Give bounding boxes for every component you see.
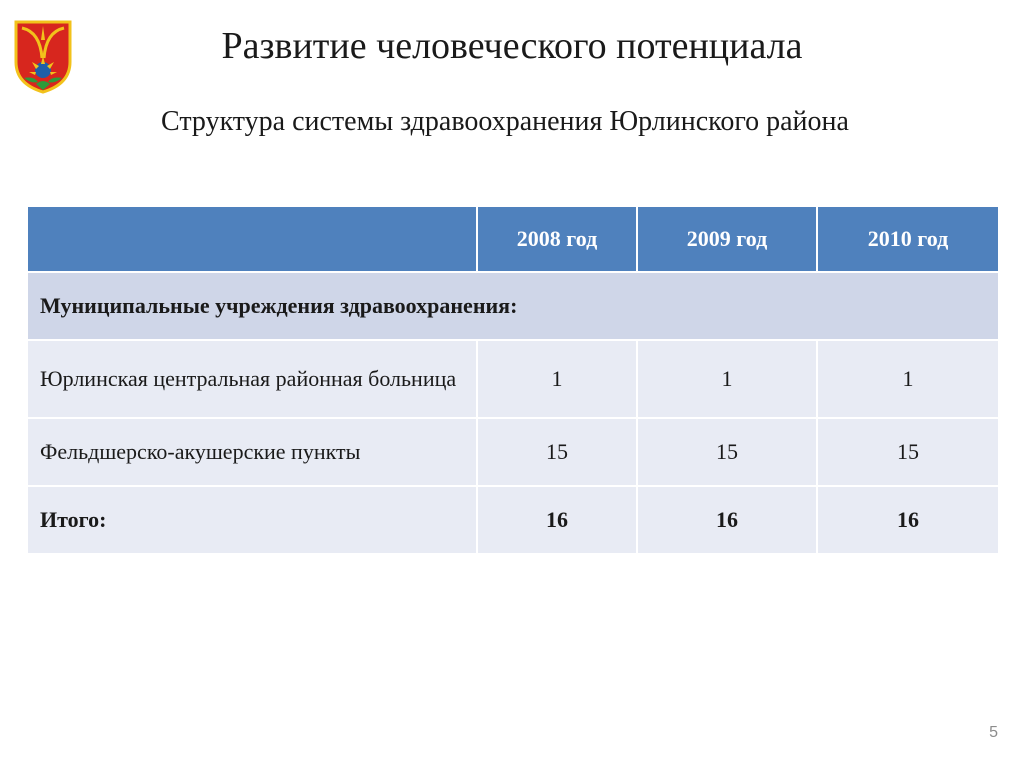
table-section-row (27, 272, 999, 340)
table-cell: 15 (637, 418, 817, 486)
total-label: Итого: (27, 486, 477, 554)
total-cell: 16 (477, 486, 637, 554)
table-row (27, 340, 999, 418)
total-cell: 16 (817, 486, 999, 554)
table-header-row (27, 206, 999, 272)
table-row (27, 418, 999, 486)
column-header-2008: 2008 год (477, 206, 637, 272)
table-cell: 1 (477, 340, 637, 418)
table-total-row (27, 486, 999, 554)
row-label: Фельдшерско-акушерские пункты (27, 418, 477, 486)
column-header-empty (27, 206, 477, 272)
page-number: 5 (989, 724, 998, 741)
table-cell: 1 (637, 340, 817, 418)
healthcare-table (26, 205, 1000, 555)
row-label: Юрлинская центральная районная больница (27, 340, 477, 418)
section-label: Муниципальные учреждения здравоохранения: (27, 272, 999, 340)
total-cell: 16 (637, 486, 817, 554)
column-header-2010: 2010 год (817, 206, 999, 272)
column-header-2009: 2009 год (637, 206, 817, 272)
table-cell: 1 (817, 340, 999, 418)
slide-title: Развитие человеческого потенциала (221, 25, 803, 67)
slide-subtitle: Структура системы здравоохранения Юрлинского района (161, 106, 849, 137)
table-cell: 15 (817, 418, 999, 486)
table-cell: 15 (477, 418, 637, 486)
